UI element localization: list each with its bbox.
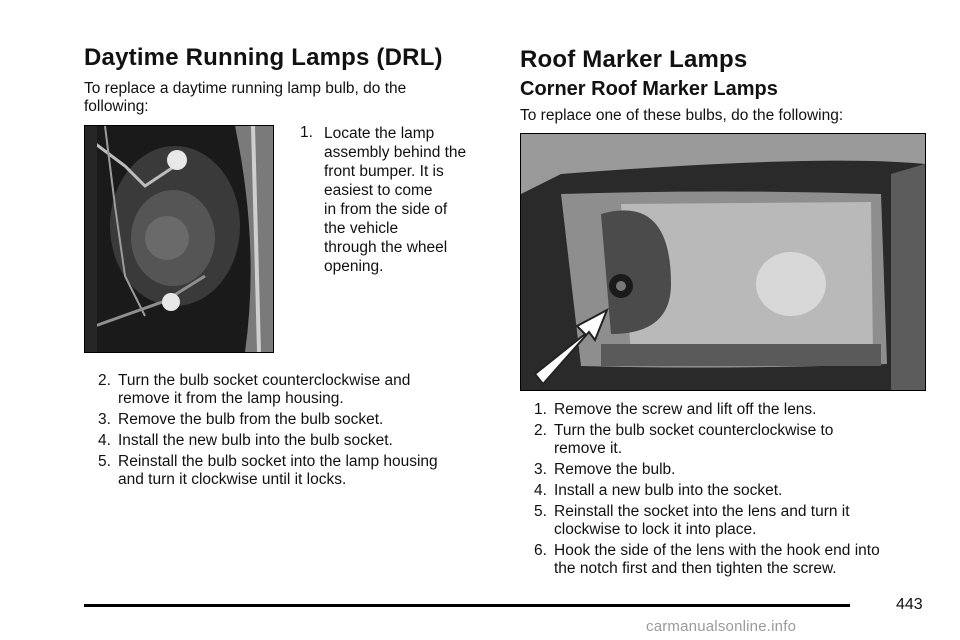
roof-marker-lamp-photo xyxy=(520,133,926,391)
step-line: Remove the bulb. xyxy=(554,461,676,478)
step-number: 6. xyxy=(534,542,547,559)
step-line: Reinstall the socket into the lens and turn it xyxy=(554,503,850,520)
list-item xyxy=(520,422,940,458)
step-number: 2. xyxy=(98,372,111,389)
step-number: 1. xyxy=(534,401,547,418)
step-line: opening. xyxy=(324,258,384,275)
step-number: 3. xyxy=(98,411,111,428)
drl-heading: Daytime Running Lamps (DRL) xyxy=(84,44,443,71)
step-line: front bumper. It is xyxy=(324,163,444,180)
step-line: Reinstall the bulb socket into the lamp housing xyxy=(118,453,438,470)
watermark-link[interactable]: carmanualsonline.info xyxy=(646,618,797,635)
step-number: 3. xyxy=(534,461,547,478)
list-item xyxy=(84,453,504,489)
step-number: 4. xyxy=(534,482,547,499)
step-line: through the wheel xyxy=(324,239,448,256)
drl-lamp-photo xyxy=(84,125,274,353)
step-line: Remove the bulb from the bulb socket. xyxy=(118,411,384,428)
drl-steps-list xyxy=(84,372,504,492)
step-line: Remove the screw and lift off the lens. xyxy=(554,401,817,418)
step-line: assembly behind the xyxy=(324,144,467,161)
list-item xyxy=(84,411,504,429)
step-number: 1. xyxy=(300,124,313,141)
step-line: remove it from the lamp housing. xyxy=(118,390,344,407)
list-item xyxy=(520,542,940,578)
roof-marker-heading: Roof Marker Lamps xyxy=(520,46,748,73)
list-item xyxy=(84,432,504,450)
drl-step-1-text xyxy=(324,124,466,276)
step-line: the notch first and then tighten the screw. xyxy=(554,560,837,577)
step-line: Install a new bulb into the socket. xyxy=(554,482,783,499)
step-line: in from the side of xyxy=(324,201,448,218)
step-number: 2. xyxy=(534,422,547,439)
page-number: 443 xyxy=(896,596,923,613)
step-line: Turn the bulb socket counterclockwise to xyxy=(554,422,834,439)
step-number: 4. xyxy=(98,432,111,449)
drl-intro-line-1: To replace a daytime running lamp bulb, do the xyxy=(84,80,407,97)
step-number: 5. xyxy=(534,503,547,520)
step-line: Install the new bulb into the bulb socket. xyxy=(118,432,393,449)
step-line: easiest to come xyxy=(324,182,433,199)
list-item xyxy=(520,503,940,539)
roof-marker-steps-list xyxy=(520,401,940,581)
step-line: and turn it clockwise until it locks. xyxy=(118,471,347,488)
step-line: Turn the bulb socket counterclockwise and xyxy=(118,372,411,389)
drl-intro-line-2: following: xyxy=(84,98,149,115)
list-item xyxy=(520,482,940,500)
step-number: 5. xyxy=(98,453,111,470)
step-line: Hook the side of the lens with the hook end into xyxy=(554,542,880,559)
list-item xyxy=(520,461,940,479)
step-line: the vehicle xyxy=(324,220,399,237)
step-line: Locate the lamp xyxy=(324,125,435,142)
roof-marker-intro: To replace one of these bulbs, do the following: xyxy=(520,107,844,124)
step-line: remove it. xyxy=(554,440,623,457)
corner-roof-marker-subheading: Corner Roof Marker Lamps xyxy=(520,78,778,100)
list-item xyxy=(520,401,940,419)
step-line: clockwise to lock it into place. xyxy=(554,521,757,538)
footer-rule xyxy=(84,604,850,607)
list-item xyxy=(84,372,504,408)
